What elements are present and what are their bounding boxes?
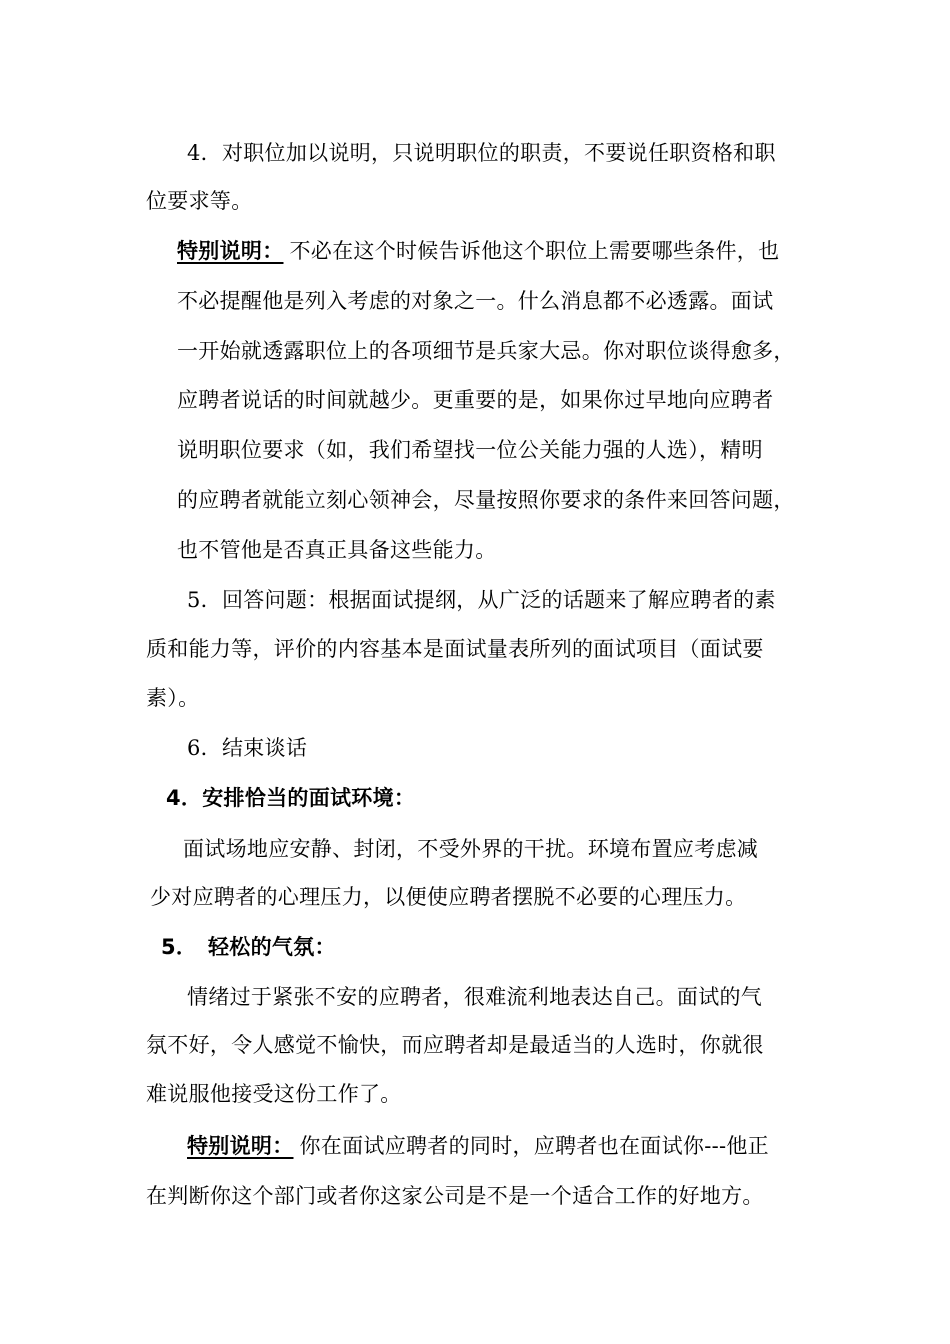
special-note-2-line-2: 在判断你这个部门或者你这家公司是不是一个适合工作的好地方。 <box>146 1184 764 1208</box>
environment-line-1: 面试场地应安静、封闭，不受外界的干扰。环境布置应考虑减 <box>183 837 759 861</box>
atmosphere-line-2: 氛不好，令人感觉不愉快，而应聘者却是最适当的人选时，你就很 <box>146 1033 764 1057</box>
atmosphere-line-3: 难说服他接受这份工作了。 <box>146 1082 402 1106</box>
special-note-label-2: 特别说明： <box>187 1134 294 1158</box>
special-note-1-line-3: 一开始就透露职位上的各项细节是兵家大忌。你对职位谈得愈多， <box>177 339 795 363</box>
section-heading-4: 4．安排恰当的面试环境： <box>166 786 416 810</box>
special-note-2-line-1 <box>187 1132 769 1160</box>
step-5-line-2: 质和能力等，评价的内容基本是面试量表所列的面试项目（面试要 <box>146 637 764 661</box>
special-note-1-line-5: 说明职位要求（如，我们希望找一位公关能力强的人选），精明 <box>177 438 763 462</box>
step-6-line: 6．结束谈话 <box>187 736 308 760</box>
step-4-line-1: 4．对职位加以说明，只说明职位的职责，不要说任职资格和职 <box>187 141 776 165</box>
step-4-line-2: 位要求等。 <box>146 189 253 213</box>
special-note-1-line-4: 应聘者说话的时间就越少。更重要的是，如果你过早地向应聘者 <box>177 388 774 412</box>
step-5-line-1: 5．回答问题：根据面试提纲，从广泛的话题来了解应聘者的素 <box>187 588 776 612</box>
special-note-text: 不必在这个时候告诉他这个职位上需要哪些条件，也 <box>289 239 780 263</box>
special-note-1-line-7: 也不管他是否真正具备这些能力。 <box>177 538 497 562</box>
special-note-text-2: 你在面试应聘者的同时，应聘者也在面试你---他正 <box>299 1134 769 1158</box>
environment-line-2: 少对应聘者的心理压力，以便使应聘者摆脱不必要的心理压力。 <box>150 885 747 909</box>
special-note-1-line-2: 不必提醒他是列入考虑的对象之一。什么消息都不必透露。面试 <box>177 289 774 313</box>
step-5-line-3: 素）。 <box>146 686 200 710</box>
section-heading-5: 5． 轻松的气氛： <box>161 935 336 959</box>
atmosphere-line-1: 情绪过于紧张不安的应聘者，很难流利地表达自己。面试的气 <box>187 985 763 1009</box>
special-note-1-line-6: 的应聘者就能立刻心领神会，尽量按照你要求的条件来回答问题， <box>177 488 795 512</box>
special-note-1-line-1 <box>177 237 779 265</box>
special-note-label: 特别说明： <box>177 239 284 263</box>
